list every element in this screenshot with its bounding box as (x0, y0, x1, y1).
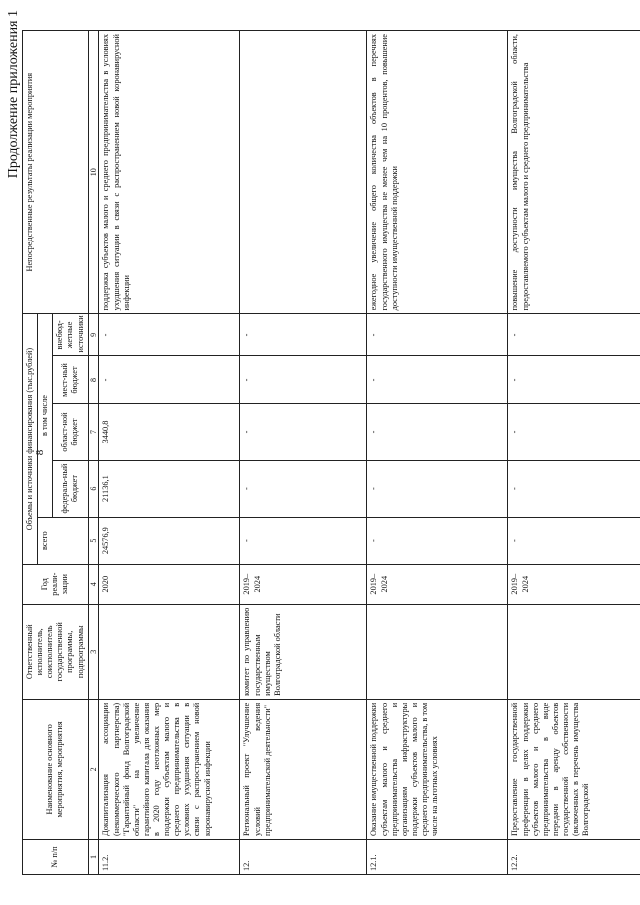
column-number: 5 (88, 517, 99, 564)
row-executor (508, 604, 640, 699)
column-number: 10 (88, 31, 99, 314)
row-number: 11.2. (99, 839, 240, 874)
row-number: 12.2. (508, 839, 640, 874)
row-executor (99, 604, 240, 699)
row-local: - (367, 356, 508, 404)
column-number-row (88, 31, 99, 875)
column-number: 2 (88, 699, 99, 839)
header-num: № п/п (23, 839, 89, 874)
row-number: 12. (240, 839, 367, 874)
row-total: - (367, 517, 508, 564)
row-regional: 3440,8 (99, 404, 240, 460)
row-year: 2019–2024 (367, 564, 508, 604)
row-name: Оказание имущественной поддержки субъектам малого и среднего предпринимательства и организациям инфраструктуры поддержки субъектов малого и среднего предпринимательства, в том числе на льготных условиях (367, 699, 508, 839)
column-number: 8 (88, 356, 99, 404)
row-federal: - (508, 460, 640, 517)
header-year: Год реали-зации (23, 564, 89, 604)
table-row (240, 31, 367, 875)
program-table (22, 30, 640, 875)
appendix-label: Продолжение приложения 1 (6, 10, 21, 179)
row-offbudget: - (508, 314, 640, 356)
row-local: - (240, 356, 367, 404)
row-local: - (99, 356, 240, 404)
page-number: 8 (34, 449, 46, 456)
header-regional: област-ной бюджет (53, 404, 88, 460)
row-local: - (508, 356, 640, 404)
row-total: - (240, 517, 367, 564)
row-regional: - (508, 404, 640, 460)
header-funding: Объемы и источники финансирования (тыс.рублей) (23, 314, 38, 564)
header-offbudget: внебюд-жетные источники (53, 314, 88, 356)
row-executor: комитет по управлению государственным имуществом Волгоградской области (240, 604, 367, 699)
row-regional: - (367, 404, 508, 460)
row-year: 2019–2024 (508, 564, 640, 604)
table-row (508, 31, 640, 875)
row-number: 12.1. (367, 839, 508, 874)
row-offbudget: - (99, 314, 240, 356)
row-name: Предоставление государственной преференции в целях поддержки субъектов малого и среднего предпринимательства в виде передачи в аренду объектов государственной собственности (включенных в перечень имущества Волгоградской (508, 699, 640, 839)
row-result: ежегодное увеличение общего количества объектов в перечнях государственного имущества не менее чем на 10 процентов, повышение доступности имущественной поддержки (367, 31, 508, 314)
column-number: 7 (88, 404, 99, 460)
row-total: - (508, 517, 640, 564)
table-row (99, 31, 240, 875)
row-year: 2020 (99, 564, 240, 604)
column-number: 1 (88, 839, 99, 874)
header-results: Непосредственные результаты реализации мероприятия (23, 31, 89, 314)
row-executor (367, 604, 508, 699)
header-row-1 (23, 31, 38, 875)
header-local: мест-ный бюджет (53, 356, 88, 404)
row-federal: 21136,1 (99, 460, 240, 517)
row-regional: - (240, 404, 367, 460)
header-total: всего (38, 517, 89, 564)
column-number: 4 (88, 564, 99, 604)
column-number: 6 (88, 460, 99, 517)
row-federal: - (240, 460, 367, 517)
row-name: Докапитализация ассоциации (некоммерческого партнерства) "Гарантийный фонд Волгоградской области" на увеличение гарантийного капитала для оказания в 2020 году неотложных мер поддержки субъектам малого и среднего предпринимательства в условиях ухудшения ситуации в связи с распространением новой коронавирусной инфекции (99, 699, 240, 839)
row-offbudget: - (367, 314, 508, 356)
row-total: 24576,9 (99, 517, 240, 564)
table-row (367, 31, 508, 875)
row-federal: - (367, 460, 508, 517)
header-name: Наименование основного мероприятия, мероприятия (23, 699, 89, 839)
header-including: в том числе (38, 314, 53, 517)
column-number: 3 (88, 604, 99, 699)
row-offbudget: - (240, 314, 367, 356)
row-name: Региональный проект "Улучшение условий ведения предпринимательской деятельности" (240, 699, 367, 839)
header-federal: федераль-ный бюджет (53, 460, 88, 517)
row-result: повышение доступности имущества Волгоградской области, предоставляемого субъектам малого и среднего предпринимательства (508, 31, 640, 314)
column-number: 9 (88, 314, 99, 356)
row-result: поддержка субъектов малого и среднего предпринимательства в условиях ухудшения ситуации в связи с распространением новой коронавирусной инфекции (99, 31, 240, 314)
row-result (240, 31, 367, 314)
row-year: 2019–2024 (240, 564, 367, 604)
header-executor: Ответственный исполнитель, соисполнитель государственной программы, подпрограммы (23, 604, 89, 699)
